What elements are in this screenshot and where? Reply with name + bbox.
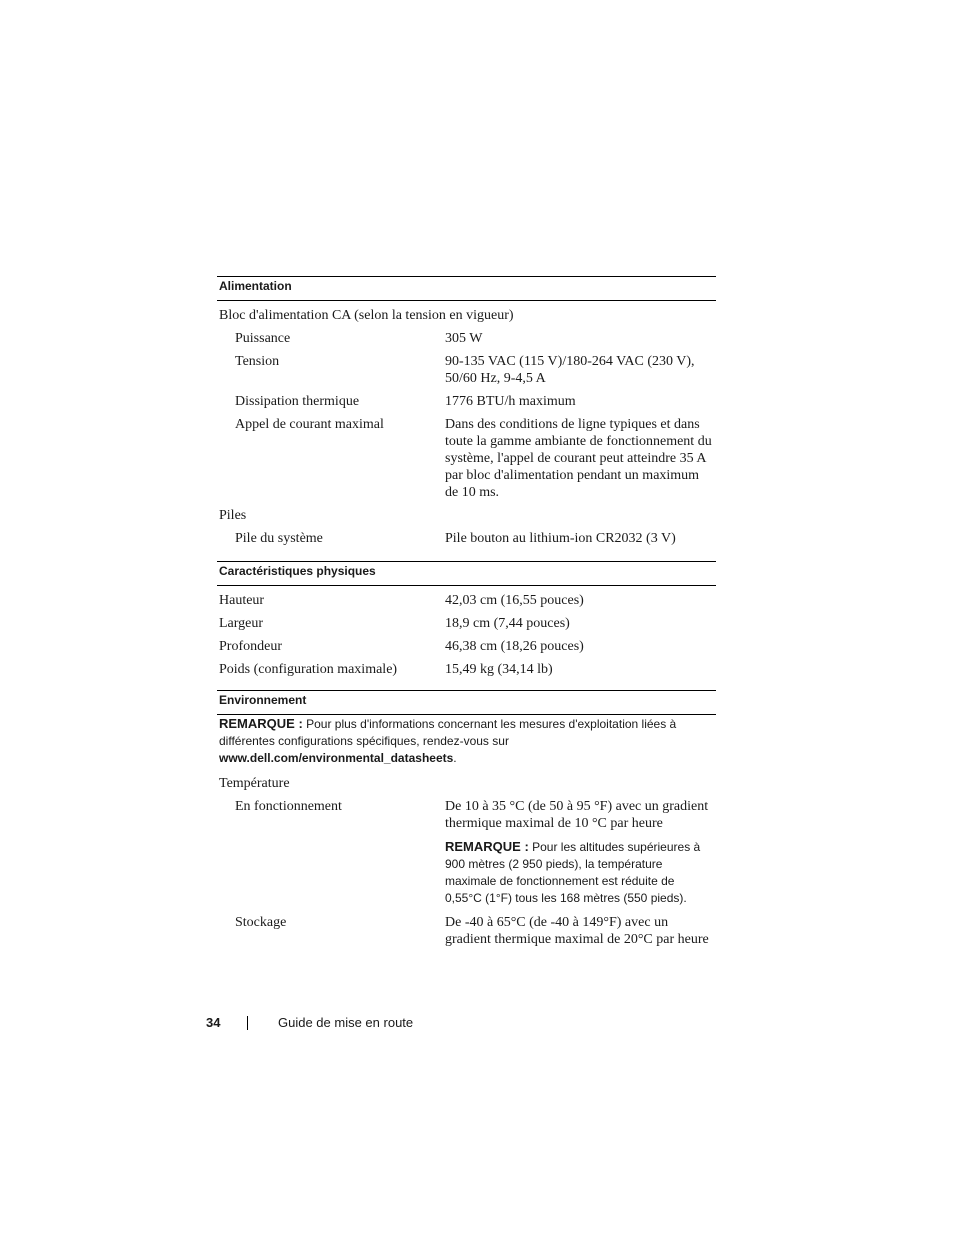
spec-row-voltage — [217, 353, 716, 387]
spec-value: De 10 à 35 °C (de 50 à 95 °F) avec un gradient thermique maximal de 10 °C par heure — [445, 799, 709, 831]
spec-row-width — [217, 615, 716, 632]
batteries-title: Piles — [219, 508, 247, 523]
spec-value: 1776 BTU/h maximum — [445, 394, 576, 409]
operating-note — [445, 838, 713, 907]
spec-label: Poids (configuration maximale) — [219, 662, 398, 677]
spec-value: 15,49 kg (34,14 lb) — [445, 662, 553, 677]
spec-value: Pile bouton au lithium-ion CR2032 (3 V) — [445, 531, 676, 546]
physical-section — [217, 561, 716, 678]
spec-row-heat — [217, 393, 716, 410]
spec-row-depth — [217, 638, 716, 655]
note-end: . — [453, 751, 457, 765]
spec-value: 305 W — [445, 331, 483, 346]
spec-row-height — [217, 592, 716, 609]
note-label: REMARQUE : — [445, 839, 529, 854]
datasheets-link[interactable]: www.dell.com/environmental_datasheets — [219, 751, 454, 765]
spec-label: Puissance — [235, 331, 291, 346]
spec-label: Tension — [235, 354, 280, 369]
spec-row-storage — [217, 914, 716, 948]
footer-separator — [247, 1016, 248, 1030]
spec-label: Hauteur — [219, 593, 265, 608]
spec-value: De -40 à 65°C (de -40 à 149°F) avec un gradient thermique maximal de 20°C par heure — [445, 915, 709, 947]
spec-row-weight — [217, 661, 716, 678]
psu-title: Bloc d'alimentation CA (selon la tension en vigueur) — [219, 308, 514, 323]
spec-label: Appel de courant maximal — [235, 417, 384, 432]
spec-label: Pile du système — [235, 531, 323, 546]
spec-value-block — [445, 798, 713, 907]
spec-row-wattage — [217, 330, 716, 347]
spec-row-battery — [217, 530, 716, 547]
environment-section — [217, 690, 716, 948]
spec-label: Largeur — [219, 616, 264, 631]
spec-value: 42,03 cm (16,55 pouces) — [445, 593, 584, 608]
section-header-environment: Environnement — [217, 690, 716, 715]
section-header-physical: Caractéristiques physiques — [217, 561, 716, 586]
spec-label: Profondeur — [219, 639, 282, 654]
spec-value: 46,38 cm (18,26 pouces) — [445, 639, 584, 654]
page-number: 34 — [206, 1015, 221, 1030]
spec-row-inrush — [217, 416, 716, 501]
environment-note — [217, 715, 716, 767]
footer-title: Guide de mise en route — [278, 1015, 414, 1030]
spec-label: Stockage — [235, 915, 287, 930]
note-label: REMARQUE : — [219, 716, 303, 731]
spec-label: En fonctionnement — [235, 799, 342, 814]
note-text: Pour les altitudes supérieures à 900 mètres (2 950 pieds), la température maximale de fonctionnement est réduite de 0,55°C (1°F) tous les 168 mètres (550 pieds). — [445, 840, 701, 905]
power-section — [217, 276, 716, 547]
spec-label: Dissipation thermique — [235, 394, 360, 409]
spec-value: Dans des conditions de ligne typiques et dans toute la gamme ambiante de fonctionnement du système, l'appel de courant peut atteindre 35 A par bloc d'alimentation pendant un maximum de 10 ms. — [445, 417, 712, 500]
spec-row-operating — [217, 798, 716, 907]
section-header-power: Alimentation — [217, 276, 716, 301]
temperature-title: Température — [219, 776, 290, 791]
note-text: Pour plus d'informations concernant les mesures d'exploitation liées à différentes configurations spécifiques, rendez-vous sur — [219, 717, 677, 748]
spec-value: 18,9 cm (7,44 pouces) — [445, 616, 570, 631]
spec-value: 90-135 VAC (115 V)/180-264 VAC (230 V), 50/60 Hz, 9-4,5 A — [445, 354, 695, 386]
